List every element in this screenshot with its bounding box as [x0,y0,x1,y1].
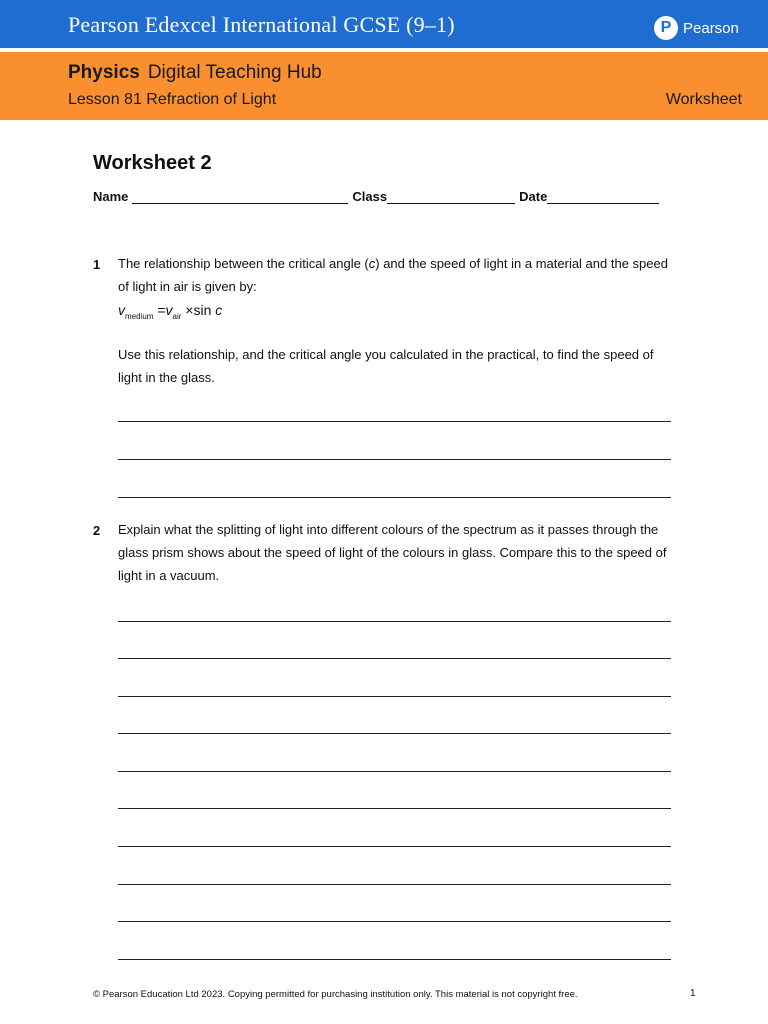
formula-v-symbol: v [118,302,125,318]
question-text-part: The relationship between the critical angle ( [118,256,369,271]
date-field[interactable] [547,190,659,204]
question-text [118,252,673,298]
answer-line[interactable] [118,459,671,460]
pearson-logo-icon [654,16,678,40]
question-text: Explain what the splitting of light into different colours of the spectrum as it passes through the glass prism shows about the speed of light of the colours in glass. Compare this to the speed of light in a vacuum. [118,522,667,583]
formula-equals: = [153,302,166,318]
name-field[interactable] [132,190,348,204]
answer-line[interactable] [118,808,671,809]
page-number: 1 [690,988,696,999]
question-number: 1 [93,257,101,272]
answer-line[interactable] [118,696,671,697]
answer-line[interactable] [118,884,671,885]
date-label: Date [519,189,548,204]
answer-line[interactable] [118,921,671,922]
formula-subscript-medium: medium [125,312,154,321]
lesson-band [0,52,768,120]
lesson-title: Lesson 81 Refraction of Light [68,91,277,108]
answer-line[interactable] [118,421,671,422]
formula-v-symbol: v [165,302,173,318]
question-text-part: ) and the speed of light in a material and the speed of light in air is given by: [118,256,668,294]
formula-c-symbol: c [215,302,223,318]
formula-times-sin: ×sin [181,302,216,318]
hub-name: Digital Teaching Hub [147,62,322,83]
question-instruction: Use this relationship, and the critical angle you calculated in the practical, to find the speed of light in the glass. [118,347,654,385]
pearson-brand [654,16,739,40]
speed-formula [118,302,222,321]
question-number: 2 [93,523,101,538]
critical-angle-symbol: c [368,256,376,271]
class-field[interactable] [387,190,515,204]
student-details-row [93,189,673,204]
class-label: Class [352,189,388,204]
qualification-title: Pearson Edexcel International GCSE (9–1) [68,12,455,37]
answer-line[interactable] [118,846,671,847]
brand-name: Pearson [683,19,739,37]
subject-line [68,62,322,84]
copyright-notice: © Pearson Education Ltd 2023. Copying permitted for purchasing institution only. This material is not copyright free. [93,989,578,1000]
document-type: Worksheet [665,91,742,108]
logo-letter: P [660,19,672,36]
answer-line[interactable] [118,733,671,734]
worksheet-title: Worksheet 2 [93,152,212,174]
formula-subscript-air: air [172,312,182,321]
name-label: Name [93,189,129,204]
answer-line[interactable] [118,658,671,659]
subject-name: Physics [68,62,140,83]
answer-line[interactable] [118,621,671,622]
answer-line[interactable] [118,959,671,960]
answer-line[interactable] [118,497,671,498]
top-banner [0,0,768,48]
answer-line[interactable] [118,771,671,772]
